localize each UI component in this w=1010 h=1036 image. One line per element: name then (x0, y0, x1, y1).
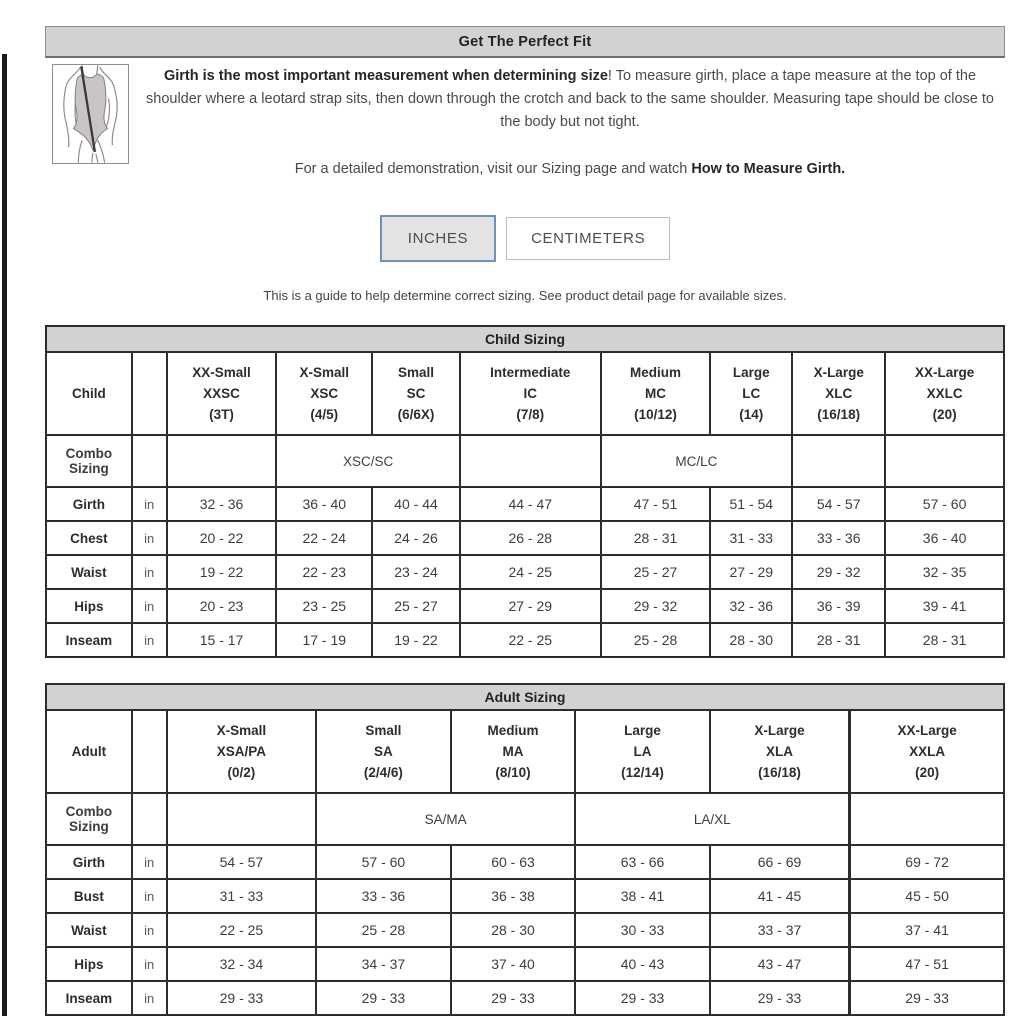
size-column-header: X-Small XSA/PA (0/2) (167, 710, 316, 793)
figure-neck-right (97, 65, 98, 74)
adult-sizing-table-container (45, 683, 1005, 1016)
size-range-cell: 54 - 57 (792, 487, 885, 521)
size-range-cell: 29 - 33 (167, 981, 316, 1015)
child-waist-row (46, 555, 1004, 589)
measurement-label: Girth (46, 487, 132, 521)
child-row-header: Child (46, 352, 132, 435)
size-range-cell: 57 - 60 (885, 487, 1004, 521)
adult-column-header-row (46, 710, 1004, 793)
size-column-header: XX-Large XXLA (20) (850, 710, 1004, 793)
size-column-header: Medium MC (10/12) (601, 352, 711, 435)
size-column-header: Small SC (6/6X) (372, 352, 460, 435)
size-range-cell: 32 - 35 (885, 555, 1004, 589)
unit-header-cell (132, 710, 167, 793)
size-range-cell: 23 - 25 (276, 589, 372, 623)
adult-girth-row (46, 845, 1004, 879)
size-range-cell: 36 - 39 (792, 589, 885, 623)
size-range-cell: 32 - 36 (710, 589, 792, 623)
combo-size-cell: MC/LC (601, 435, 793, 487)
child-sizing-table (45, 325, 1005, 658)
size-range-cell: 30 - 33 (575, 913, 710, 947)
size-range-cell: 40 - 44 (372, 487, 460, 521)
size-range-cell: 57 - 60 (316, 845, 451, 879)
child-column-header-row (46, 352, 1004, 435)
size-range-cell: 44 - 47 (460, 487, 601, 521)
unit-cell: in (132, 981, 167, 1015)
size-range-cell: 66 - 69 (710, 845, 850, 879)
size-range-cell: 29 - 33 (710, 981, 850, 1015)
adult-combo-sizing-row (46, 793, 1004, 845)
combo-size-cell: LA/XL (575, 793, 849, 845)
size-column-header: Large LC (14) (710, 352, 792, 435)
size-range-cell: 22 - 23 (276, 555, 372, 589)
combo-sizing-label: Combo Sizing (46, 793, 132, 845)
combo-size-cell (850, 793, 1004, 845)
measurement-label: Waist (46, 555, 132, 589)
inches-button[interactable]: INCHES (380, 215, 496, 262)
size-range-cell: 38 - 41 (575, 879, 710, 913)
size-range-cell: 29 - 32 (601, 589, 711, 623)
size-range-cell: 39 - 41 (885, 589, 1004, 623)
size-range-cell: 26 - 28 (460, 521, 601, 555)
size-range-cell: 29 - 33 (850, 981, 1004, 1015)
measurement-label: Hips (46, 947, 132, 981)
child-combo-sizing-row (46, 435, 1004, 487)
size-column-header: X-Large XLA (16/18) (710, 710, 850, 793)
measurement-label: Girth (46, 845, 132, 879)
leotard-girth-illustration (52, 64, 129, 164)
girth-intro-text-column (129, 62, 1005, 177)
size-range-cell: 20 - 22 (167, 521, 277, 555)
unit-cell: in (132, 879, 167, 913)
size-range-cell: 24 - 25 (460, 555, 601, 589)
page-title: Get The Perfect Fit (45, 26, 1005, 58)
child-table-title-row (46, 326, 1004, 352)
size-range-cell: 27 - 29 (460, 589, 601, 623)
size-range-cell: 15 - 17 (167, 623, 277, 657)
unit-cell: in (132, 913, 167, 947)
size-range-cell: 23 - 24 (372, 555, 460, 589)
size-range-cell: 29 - 33 (451, 981, 576, 1015)
measurement-label: Bust (46, 879, 132, 913)
combo-size-cell (792, 435, 885, 487)
size-range-cell: 69 - 72 (850, 845, 1004, 879)
size-range-cell: 33 - 37 (710, 913, 850, 947)
girth-instructions (135, 65, 1005, 134)
size-column-header: Small SA (2/4/6) (316, 710, 451, 793)
measurement-label: Inseam (46, 981, 132, 1015)
size-range-cell: 25 - 28 (316, 913, 451, 947)
combo-size-cell: XSC/SC (276, 435, 459, 487)
size-range-cell: 29 - 33 (316, 981, 451, 1015)
unit-toggle (45, 215, 1005, 262)
size-range-cell: 22 - 24 (276, 521, 372, 555)
measurement-label: Inseam (46, 623, 132, 657)
unit-header-cell (132, 352, 167, 435)
size-range-cell: 36 - 38 (451, 879, 576, 913)
child-girth-row (46, 487, 1004, 521)
adult-sizing-table (45, 683, 1005, 1016)
size-column-header: Medium MA (8/10) (451, 710, 576, 793)
size-range-cell: 63 - 66 (575, 845, 710, 879)
page-left-border (2, 54, 7, 1016)
size-range-cell: 19 - 22 (372, 623, 460, 657)
adult-table-title-row (46, 684, 1004, 710)
size-range-cell: 37 - 41 (850, 913, 1004, 947)
unit-cell: in (132, 555, 167, 589)
size-column-header: Large LA (12/14) (575, 710, 710, 793)
size-column-header: X-Small XSC (4/5) (276, 352, 372, 435)
size-range-cell: 60 - 63 (451, 845, 576, 879)
centimeters-button[interactable]: CENTIMETERS (506, 217, 670, 260)
size-range-cell: 41 - 45 (710, 879, 850, 913)
size-column-header: X-Large XLC (16/18) (792, 352, 885, 435)
combo-size-cell: SA/MA (316, 793, 575, 845)
size-range-cell: 36 - 40 (885, 521, 1004, 555)
combo-size-cell (167, 793, 316, 845)
combo-sizing-label: Combo Sizing (46, 435, 132, 487)
size-range-cell: 29 - 32 (792, 555, 885, 589)
size-range-cell: 28 - 31 (792, 623, 885, 657)
size-range-cell: 31 - 33 (167, 879, 316, 913)
size-range-cell: 40 - 43 (575, 947, 710, 981)
size-range-cell: 17 - 19 (276, 623, 372, 657)
size-range-cell: 51 - 54 (710, 487, 792, 521)
size-range-cell: 25 - 27 (372, 589, 460, 623)
size-range-cell: 28 - 30 (451, 913, 576, 947)
size-range-cell: 43 - 47 (710, 947, 850, 981)
size-range-cell: 27 - 29 (710, 555, 792, 589)
size-range-cell: 28 - 31 (885, 623, 1004, 657)
adult-bust-row (46, 879, 1004, 913)
sizing-guide-note: This is a guide to help determine correct sizing. See product detail page for available sizes. (263, 288, 787, 303)
size-range-cell: 19 - 22 (167, 555, 277, 589)
measurement-label: Chest (46, 521, 132, 555)
size-range-cell: 47 - 51 (850, 947, 1004, 981)
combo-size-cell (167, 435, 277, 487)
adult-row-header: Adult (46, 710, 132, 793)
unit-cell: in (132, 589, 167, 623)
figure-right-arm-inner (107, 98, 110, 126)
demo-note-bold: How to Measure Girth. (691, 161, 846, 177)
size-range-cell: 33 - 36 (316, 879, 451, 913)
size-range-cell: 24 - 26 (372, 521, 460, 555)
size-range-cell: 25 - 28 (601, 623, 711, 657)
adult-table-title: Adult Sizing (46, 684, 1004, 710)
measurement-label: Hips (46, 589, 132, 623)
demo-note-text: For a detailed demonstration, visit our Sizing page and watch (294, 161, 692, 177)
figure-left-leg-inner (92, 153, 93, 163)
combo-size-cell (460, 435, 601, 487)
page-content (45, 26, 1005, 1016)
size-range-cell: 29 - 33 (575, 981, 710, 1015)
unit-cell: in (132, 487, 167, 521)
size-range-cell: 34 - 37 (316, 947, 451, 981)
combo-unit-cell (132, 435, 167, 487)
unit-cell: in (132, 845, 167, 879)
adult-waist-row (46, 913, 1004, 947)
size-range-cell: 28 - 31 (601, 521, 711, 555)
unit-cell: in (132, 623, 167, 657)
size-column-header: XX-Small XXSC (3T) (167, 352, 277, 435)
child-sizing-table-container (45, 325, 1005, 658)
size-range-cell: 54 - 57 (167, 845, 316, 879)
size-column-header: XX-Large XXLC (20) (885, 352, 1004, 435)
adult-hips-row (46, 947, 1004, 981)
figure-left-leg (78, 140, 82, 162)
figure-right-leg (98, 140, 105, 162)
combo-unit-cell (132, 793, 167, 845)
girth-instructions-lead: Girth is the most important measurement when determining size (163, 68, 608, 84)
size-range-cell: 22 - 25 (167, 913, 316, 947)
size-range-cell: 45 - 50 (850, 879, 1004, 913)
combo-size-cell (885, 435, 1004, 487)
unit-cell: in (132, 947, 167, 981)
size-range-cell: 32 - 36 (167, 487, 277, 521)
child-inseam-row (46, 623, 1004, 657)
girth-intro-section (45, 62, 1005, 177)
leotard-figure-drawing (53, 65, 128, 163)
size-range-cell: 25 - 27 (601, 555, 711, 589)
leotard-shape (73, 74, 107, 150)
size-range-cell: 20 - 23 (167, 589, 277, 623)
size-range-cell: 28 - 30 (710, 623, 792, 657)
child-hips-row (46, 589, 1004, 623)
size-range-cell: 22 - 25 (460, 623, 601, 657)
demo-note (135, 161, 1005, 177)
size-range-cell: 31 - 33 (710, 521, 792, 555)
size-column-header: Intermediate IC (7/8) (460, 352, 601, 435)
measurement-label: Waist (46, 913, 132, 947)
size-range-cell: 33 - 36 (792, 521, 885, 555)
unit-cell: in (132, 521, 167, 555)
child-chest-row (46, 521, 1004, 555)
girth-instructions-body: ! To measure girth, place a tape measure at the top of the shoulder where a leotard strap sits, then down through the crotch and back to the same shoulder. Measuring tape should be close to the body but not tight. (146, 68, 994, 130)
size-range-cell: 47 - 51 (601, 487, 711, 521)
size-range-cell: 32 - 34 (167, 947, 316, 981)
size-range-cell: 36 - 40 (276, 487, 372, 521)
child-table-title: Child Sizing (46, 326, 1004, 352)
figure-right-leg-inner (96, 154, 98, 163)
size-range-cell: 37 - 40 (451, 947, 576, 981)
